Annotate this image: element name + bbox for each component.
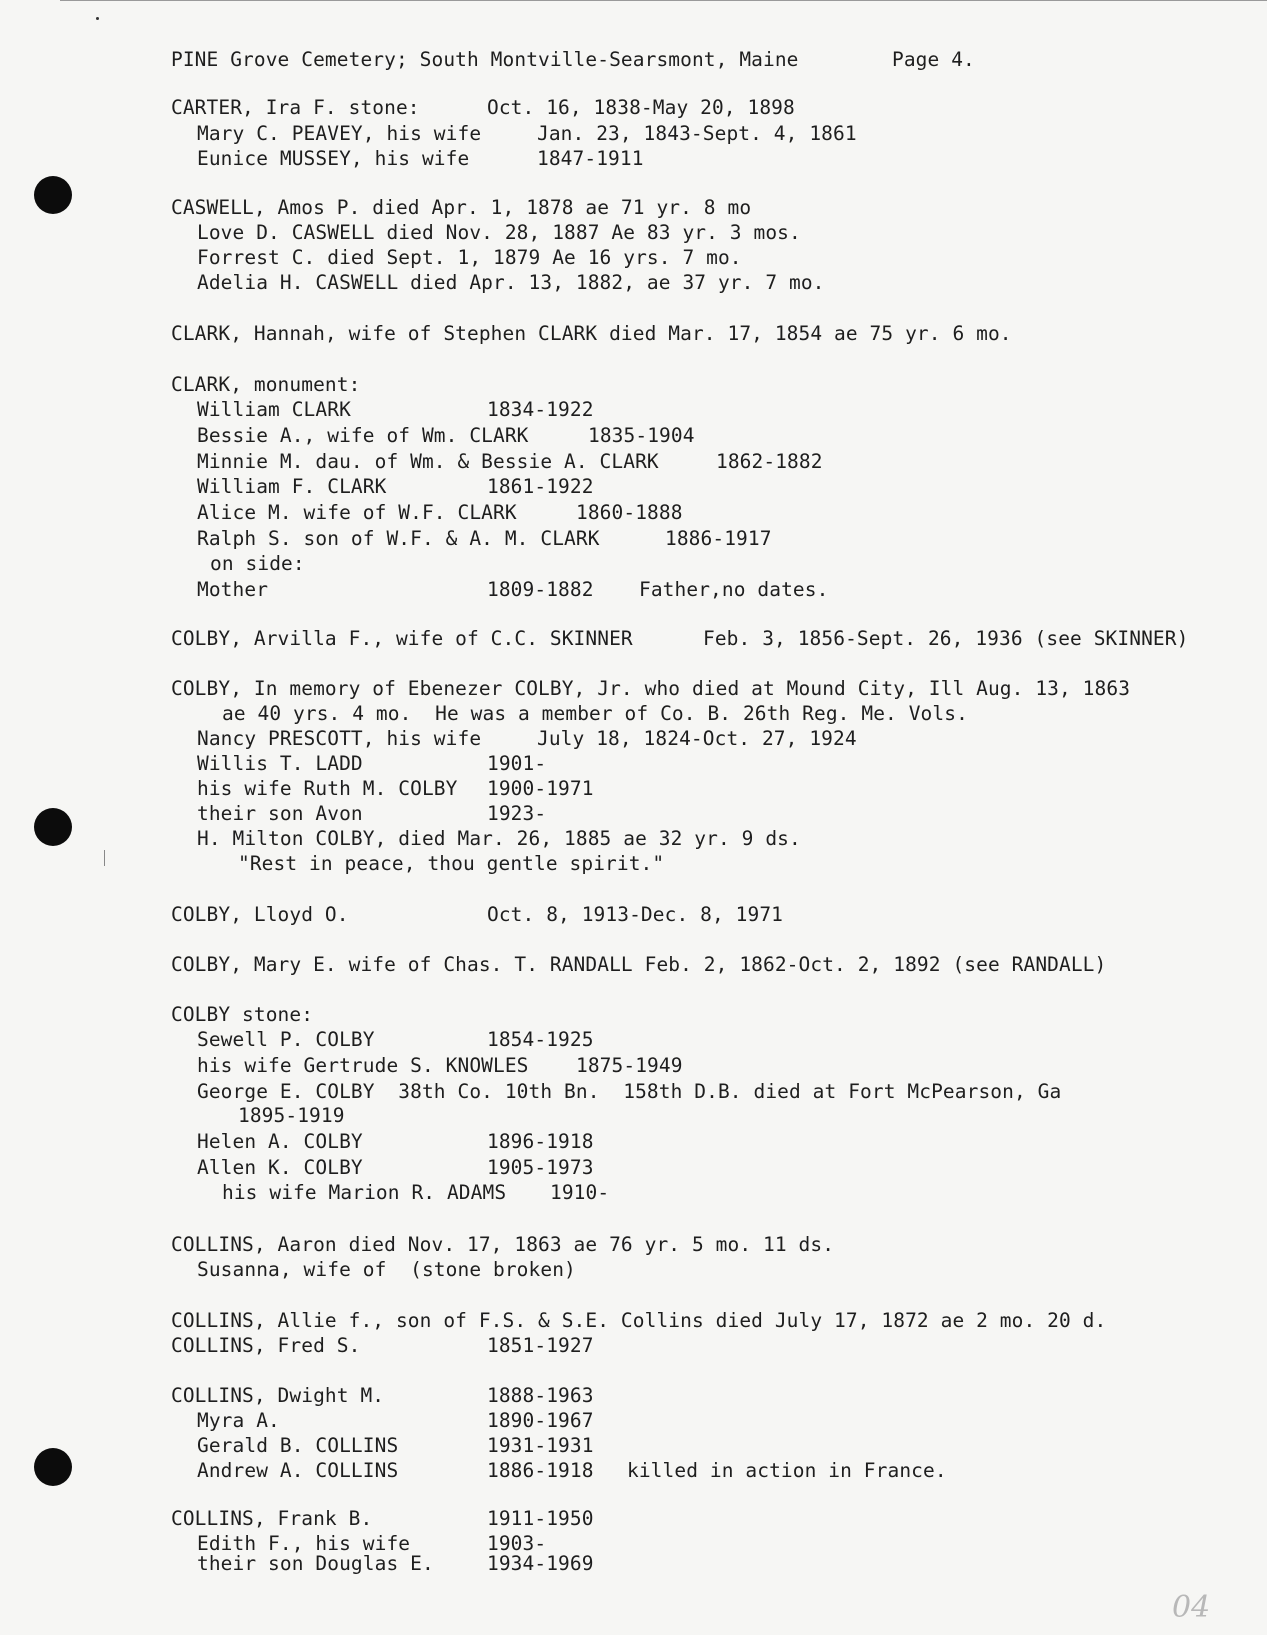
entry-clark-monument-heading: CLARK, monument: [171,373,361,396]
entry-collins-frank-line2: Edith F., his wife [197,1532,411,1555]
entry-carter-line3: Eunice MUSSEY, his wife [197,147,470,170]
page-title: PINE Grove Cemetery; South Montville-Searsmont, Maine [171,48,799,71]
entry-caswell-line2: Love D. CASWELL died Nov. 28, 1887 Ae 83 yr. 3 mos. [197,221,801,244]
entry-collins-dwight-dates3: 1931-1931 [487,1434,594,1457]
entry-colby-stone-line8: his wife Marion R. ADAMS [222,1181,507,1204]
entry-caswell-line1: CASWELL, Amos P. died Apr. 1, 1878 ae 71 yr. 8 mo [171,196,752,219]
entry-colby-stone-dates8: 1910- [550,1181,610,1204]
punch-hole-middle [34,808,72,846]
entry-colby-ebenezer-line7: H. Milton COLBY, died Mar. 26, 1885 ae 32 yr. 9 ds. [197,827,801,850]
entry-colby-stone-dates3: 1875-1949 [576,1054,683,1077]
entry-clark-dates9: 1809-1882 [487,578,594,601]
entry-collins-fred-dates: 1851-1927 [487,1334,594,1357]
entry-collins-dwight-line1: COLLINS, Dwight M. [171,1384,385,1407]
entry-colby-ebenezer-dates3: July 18, 1824-Oct. 27, 1924 [537,727,857,750]
entry-clark-line4: Minnie M. dau. of Wm. & Bessie A. CLARK [197,450,659,473]
entry-colby-ebenezer-line5: his wife Ruth M. COLBY [197,777,458,800]
entry-clark-line9: Mother [197,578,269,601]
entry-collins-aaron-line1: COLLINS, Aaron died Nov. 17, 1863 ae 76 yr. 5 mo. 11 ds. [171,1233,835,1256]
entry-colby-ebenezer-dates4: 1901- [487,752,547,775]
entry-collins-dwight-line3: Gerald B. COLLINS [197,1434,399,1457]
entry-clark-dates6: 1860-1888 [576,501,683,524]
entry-colby-stone-dates2: 1854-1925 [487,1028,594,1051]
entry-collins-dwight-dates4: 1886-1918 [487,1459,594,1482]
entry-carter-dates1: Oct. 16, 1838-May 20, 1898 [487,96,795,119]
entry-colby-ebenezer-line1: COLBY, In memory of Ebenezer COLBY, Jr. who died at Mound City, Ill Aug. 13, 1863 [171,677,1131,700]
entry-collins-frank-line1: COLLINS, Frank B. [171,1507,373,1530]
entry-collins-frank-line3: their son Douglas E. [197,1552,434,1575]
entry-colby-stone-line3: his wife Gertrude S. KNOWLES [197,1054,529,1077]
entry-colby-mary: COLBY, Mary E. wife of Chas. T. RANDALL Feb. 2, 1862-Oct. 2, 1892 (see RANDALL) [171,953,1107,976]
entry-collins-aaron-line2: Susanna, wife of (stone broken) [197,1258,576,1281]
entry-colby-arvilla-dates: Feb. 3, 1856-Sept. 26, 1936 (see SKINNER) [703,627,1189,650]
entry-colby-stone-line6: Helen A. COLBY [197,1130,363,1153]
punch-hole-top [34,176,72,214]
entry-carter-dates3: 1847-1911 [537,147,644,170]
entry-clark-note9: Father,no dates. [639,578,829,601]
entry-colby-stone-line5: 1895-1919 [238,1104,345,1127]
entry-colby-stone-heading: COLBY stone: [171,1003,314,1026]
entry-collins-allie: COLLINS, Allie f., son of F.S. & S.E. Collins died July 17, 1872 ae 2 mo. 20 d. [171,1309,1107,1332]
entry-collins-dwight-line2: Myra A. [197,1409,280,1432]
page-number: 04 [1172,1590,1211,1625]
margin-mark [104,850,105,866]
entry-colby-stone-dates6: 1896-1918 [487,1130,594,1153]
entry-collins-frank-dates2: 1903- [487,1532,547,1555]
entry-carter-line1: CARTER, Ira F. stone: [171,96,420,119]
entry-carter-line2: Mary C. PEAVEY, his wife [197,122,482,145]
entry-clark-on-side: on side: [210,552,305,575]
entry-colby-stone-line4: George E. COLBY 38th Co. 10th Bn. 158th D.B. died at Fort McPearson, Ga [197,1080,1062,1103]
entry-clark-line3: Bessie A., wife of Wm. CLARK [197,424,529,447]
entry-colby-stone-line7: Allen K. COLBY [197,1156,363,1179]
entry-collins-dwight-dates2: 1890-1967 [487,1409,594,1432]
entry-collins-dwight-line4: Andrew A. COLLINS [197,1459,399,1482]
entry-clark-line5: William F. CLARK [197,475,387,498]
entry-clark-line2: William CLARK [197,398,351,421]
entry-colby-ebenezer-dates5: 1900-1971 [487,777,594,800]
entry-caswell-line4: Adelia H. CASWELL died Apr. 13, 1882, ae 37 yr. 7 mo. [197,271,825,294]
entry-clark-dates2: 1834-1922 [487,398,594,421]
entry-colby-ebenezer-epitaph: "Rest in peace, thou gentle spirit." [238,852,665,875]
paper-speck [96,17,99,20]
punch-hole-bottom [34,1448,72,1486]
entry-colby-lloyd-dates: Oct. 8, 1913-Dec. 8, 1971 [487,903,783,926]
entry-carter-dates2: Jan. 23, 1843-Sept. 4, 1861 [537,122,857,145]
entry-colby-lloyd: COLBY, Lloyd O. [171,903,349,926]
entry-collins-dwight-note4: killed in action in France. [627,1459,947,1482]
entry-colby-ebenezer-dates6: 1923- [487,802,547,825]
entry-caswell-line3: Forrest C. died Sept. 1, 1879 Ae 16 yrs. 7 mo. [197,246,742,269]
entry-clark-dates5: 1861-1922 [487,475,594,498]
entry-collins-frank-dates1: 1911-1950 [487,1507,594,1530]
entry-clark-dates7: 1886-1917 [665,527,772,550]
entry-colby-stone-dates7: 1905-1973 [487,1156,594,1179]
entry-colby-ebenezer-line2: ae 40 yrs. 4 mo. He was a member of Co. B. 26th Reg. Me. Vols. [222,702,968,725]
entry-clark-line7: Ralph S. son of W.F. & A. M. CLARK [197,527,600,550]
entry-clark-dates4: 1862-1882 [716,450,823,473]
entry-colby-ebenezer-line3: Nancy PRESCOTT, his wife [197,727,482,750]
entry-collins-frank-dates3: 1934-1969 [487,1552,594,1575]
page-top-edge [60,0,1267,1]
entry-colby-stone-line2: Sewell P. COLBY [197,1028,375,1051]
entry-colby-ebenezer-line6: their son Avon [197,802,363,825]
entry-collins-fred: COLLINS, Fred S. [171,1334,361,1357]
page-label: Page 4. [892,48,975,71]
entry-collins-dwight-dates1: 1888-1963 [487,1384,594,1407]
entry-colby-arvilla: COLBY, Arvilla F., wife of C.C. SKINNER [171,627,633,650]
entry-clark-dates3: 1835-1904 [588,424,695,447]
entry-clark-hannah: CLARK, Hannah, wife of Stephen CLARK died Mar. 17, 1854 ae 75 yr. 6 mo. [171,322,1012,345]
entry-clark-line6: Alice M. wife of W.F. CLARK [197,501,517,524]
entry-colby-ebenezer-line4: Willis T. LADD [197,752,363,775]
